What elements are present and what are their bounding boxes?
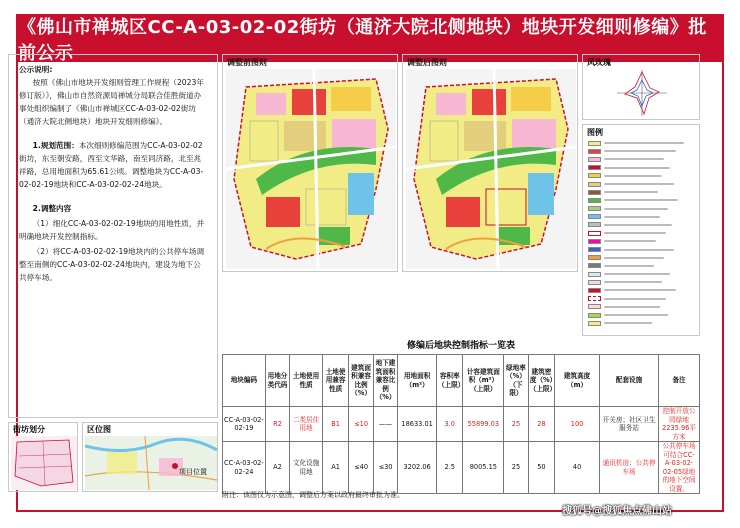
location-label: 区位图 xyxy=(87,425,111,434)
table-header: 绿地率（%）（下限） xyxy=(504,355,528,407)
table-header: 建筑高度（m） xyxy=(555,355,600,407)
cell-area: 3202.06 xyxy=(398,442,437,494)
cell-use: 文化设施用地 xyxy=(290,442,323,494)
cell-far: 2.5 xyxy=(436,442,462,494)
legend-item xyxy=(588,188,698,196)
legend-item xyxy=(588,229,698,237)
table-header: 配套设施 xyxy=(600,355,659,407)
wind-rose-panel xyxy=(582,54,700,120)
cell-under: —— xyxy=(373,407,397,442)
table-header: 容积率（上限） xyxy=(436,355,462,407)
legend-item xyxy=(588,245,698,253)
indicator-table xyxy=(222,354,700,494)
legend-item xyxy=(588,164,698,172)
cell-remark: 控制开放公园绿地2235.96平方米 xyxy=(659,407,700,442)
table-note: 附注：该图仅为示意图，调整后方案以政府最终审批为准。 xyxy=(222,491,404,499)
plan-after-label: 调整后图则 xyxy=(407,58,447,67)
street-division-map xyxy=(8,422,78,492)
plan-after-drawing xyxy=(406,69,576,269)
description-heading: 公示说明: xyxy=(19,65,53,74)
notice-description xyxy=(8,54,218,418)
table-header: 地下建筑面积兼容比例（%） xyxy=(373,355,397,407)
plan-after-map xyxy=(402,54,578,272)
table-header: 备注 xyxy=(659,355,700,407)
cell-gfa: 55899.03 xyxy=(463,407,504,442)
cell-use: 二类居住用地 xyxy=(290,407,323,442)
cell-area: 18633.01 xyxy=(398,407,437,442)
cell-gfa: 8005.15 xyxy=(463,442,504,494)
scope-text: 本次细则修编范围为CC-A-03-02-02街坊，东至朝安路，西至文华路，南至同济路，北至兆祥路，总用地面积为65.61公顷。调整地块为CC-A-03-02-02-19地块和CC-A-03-02-02-24地块。 xyxy=(19,141,204,189)
wind-rose-label: 风玫瑰 xyxy=(587,58,611,67)
legend-item xyxy=(588,213,698,221)
table-header: 土地使用性质 xyxy=(290,355,323,407)
cell-class: R2 xyxy=(265,407,289,442)
legend-item xyxy=(588,311,698,319)
cell-density: 28 xyxy=(528,407,554,442)
location-map xyxy=(82,422,218,492)
cell-ratio: ≤10 xyxy=(349,407,373,442)
legend-panel xyxy=(582,124,700,336)
table-row xyxy=(223,442,700,494)
plan-before-label: 调整前图则 xyxy=(227,58,267,67)
cell-code: CC-A-03-02-02-19 xyxy=(223,407,266,442)
plan-before-map xyxy=(222,54,398,272)
cell-under: ≤30 xyxy=(373,442,397,494)
cell-height: 100 xyxy=(555,407,600,442)
adjust-title: 2.调整内容 xyxy=(32,204,72,213)
cell-density: 50 xyxy=(528,442,554,494)
table-header: 用地分类代码 xyxy=(265,355,289,407)
legend-item xyxy=(588,286,698,294)
legend-item xyxy=(588,180,698,188)
legend-item xyxy=(588,278,698,286)
legend-item xyxy=(588,205,698,213)
legend-item xyxy=(588,270,698,278)
page-title: 《佛山市禅城区CC-A-03-02-02街坊（通济大院北侧地块）地块开发细则修编》批前公示 xyxy=(18,16,722,62)
table-header: 建筑面积兼容比例（%） xyxy=(349,355,373,407)
legend-item xyxy=(588,237,698,245)
legend-label: 图例 xyxy=(587,128,603,137)
cell-facility: 开关房；社区卫生服务站 xyxy=(600,407,659,442)
cell-ratio: ≤40 xyxy=(349,442,373,494)
legend-item xyxy=(588,155,698,163)
control-indicator-table xyxy=(222,338,700,493)
cell-class: A2 xyxy=(265,442,289,494)
legend-item xyxy=(588,221,698,229)
table-header: 计容建筑面积（m²）（上限） xyxy=(463,355,504,407)
table-header: 用地面积（m²） xyxy=(398,355,437,407)
cell-compat: A1 xyxy=(322,442,348,494)
table-row xyxy=(223,407,700,442)
legend-item xyxy=(588,295,698,303)
legend-item xyxy=(588,196,698,204)
location-pin-label: 项目位置 xyxy=(179,468,207,476)
wind-rose-icon xyxy=(587,68,697,118)
legend-item xyxy=(588,262,698,270)
legend-item xyxy=(588,172,698,180)
legend-item xyxy=(588,319,698,327)
cell-green: 25 xyxy=(504,407,528,442)
cell-height: 40 xyxy=(555,442,600,494)
street-division-drawing xyxy=(11,436,77,490)
street-division-label: 街坊划分 xyxy=(13,425,45,434)
adjust-item-1: （1）细化CC-A-03-02-02-19地块的用地性质，并明确地块开发控制指标。 xyxy=(19,219,205,241)
plan-before-drawing xyxy=(226,69,396,269)
legend-item xyxy=(588,147,698,155)
cell-compat: B1 xyxy=(322,407,348,442)
legend-item xyxy=(588,139,698,147)
table-title: 修编后地块控制指标一览表 xyxy=(406,341,515,351)
cell-far: 3.0 xyxy=(436,407,462,442)
adjust-item-2: （2）将CC-A-03-02-02-19地块内的公共停车场调整至南侧的CC-A-03-02-02-24地块内，建设为地下公共停车场。 xyxy=(19,247,205,282)
watermark-text: 搜狐号@搜狐焦点佛山站 xyxy=(562,506,672,517)
location-drawing xyxy=(85,436,217,490)
legend-item xyxy=(588,303,698,311)
table-header: 建筑密度（%）（上限） xyxy=(528,355,554,407)
cell-remark: 公共停车场可结合CC-A-03-02-02-05绿地的地下空间设置。 xyxy=(659,442,700,494)
table-header: 地块编码 xyxy=(223,355,266,407)
scope-title: 1.规划范围： xyxy=(32,141,79,150)
description-intro: 按照《佛山市地块开发细则管理工作规程（2023年修订版）》，佛山市自然资源局禅城分局联合佳胜街道办事处组织编制了《佛山市禅城区CC-A-03-02-02街坊（通济大院北侧地块）地块开发细则修编》。 xyxy=(19,78,204,126)
legend-rows xyxy=(588,139,698,327)
cell-facility: 通讯机房；公共停车场 xyxy=(600,442,659,494)
table-header-row xyxy=(223,355,700,407)
cell-code: CC-A-03-02-02-24 xyxy=(223,442,266,494)
legend-item xyxy=(588,254,698,262)
table-header: 土地使用兼容性质 xyxy=(322,355,348,407)
cell-green: 25 xyxy=(504,442,528,494)
